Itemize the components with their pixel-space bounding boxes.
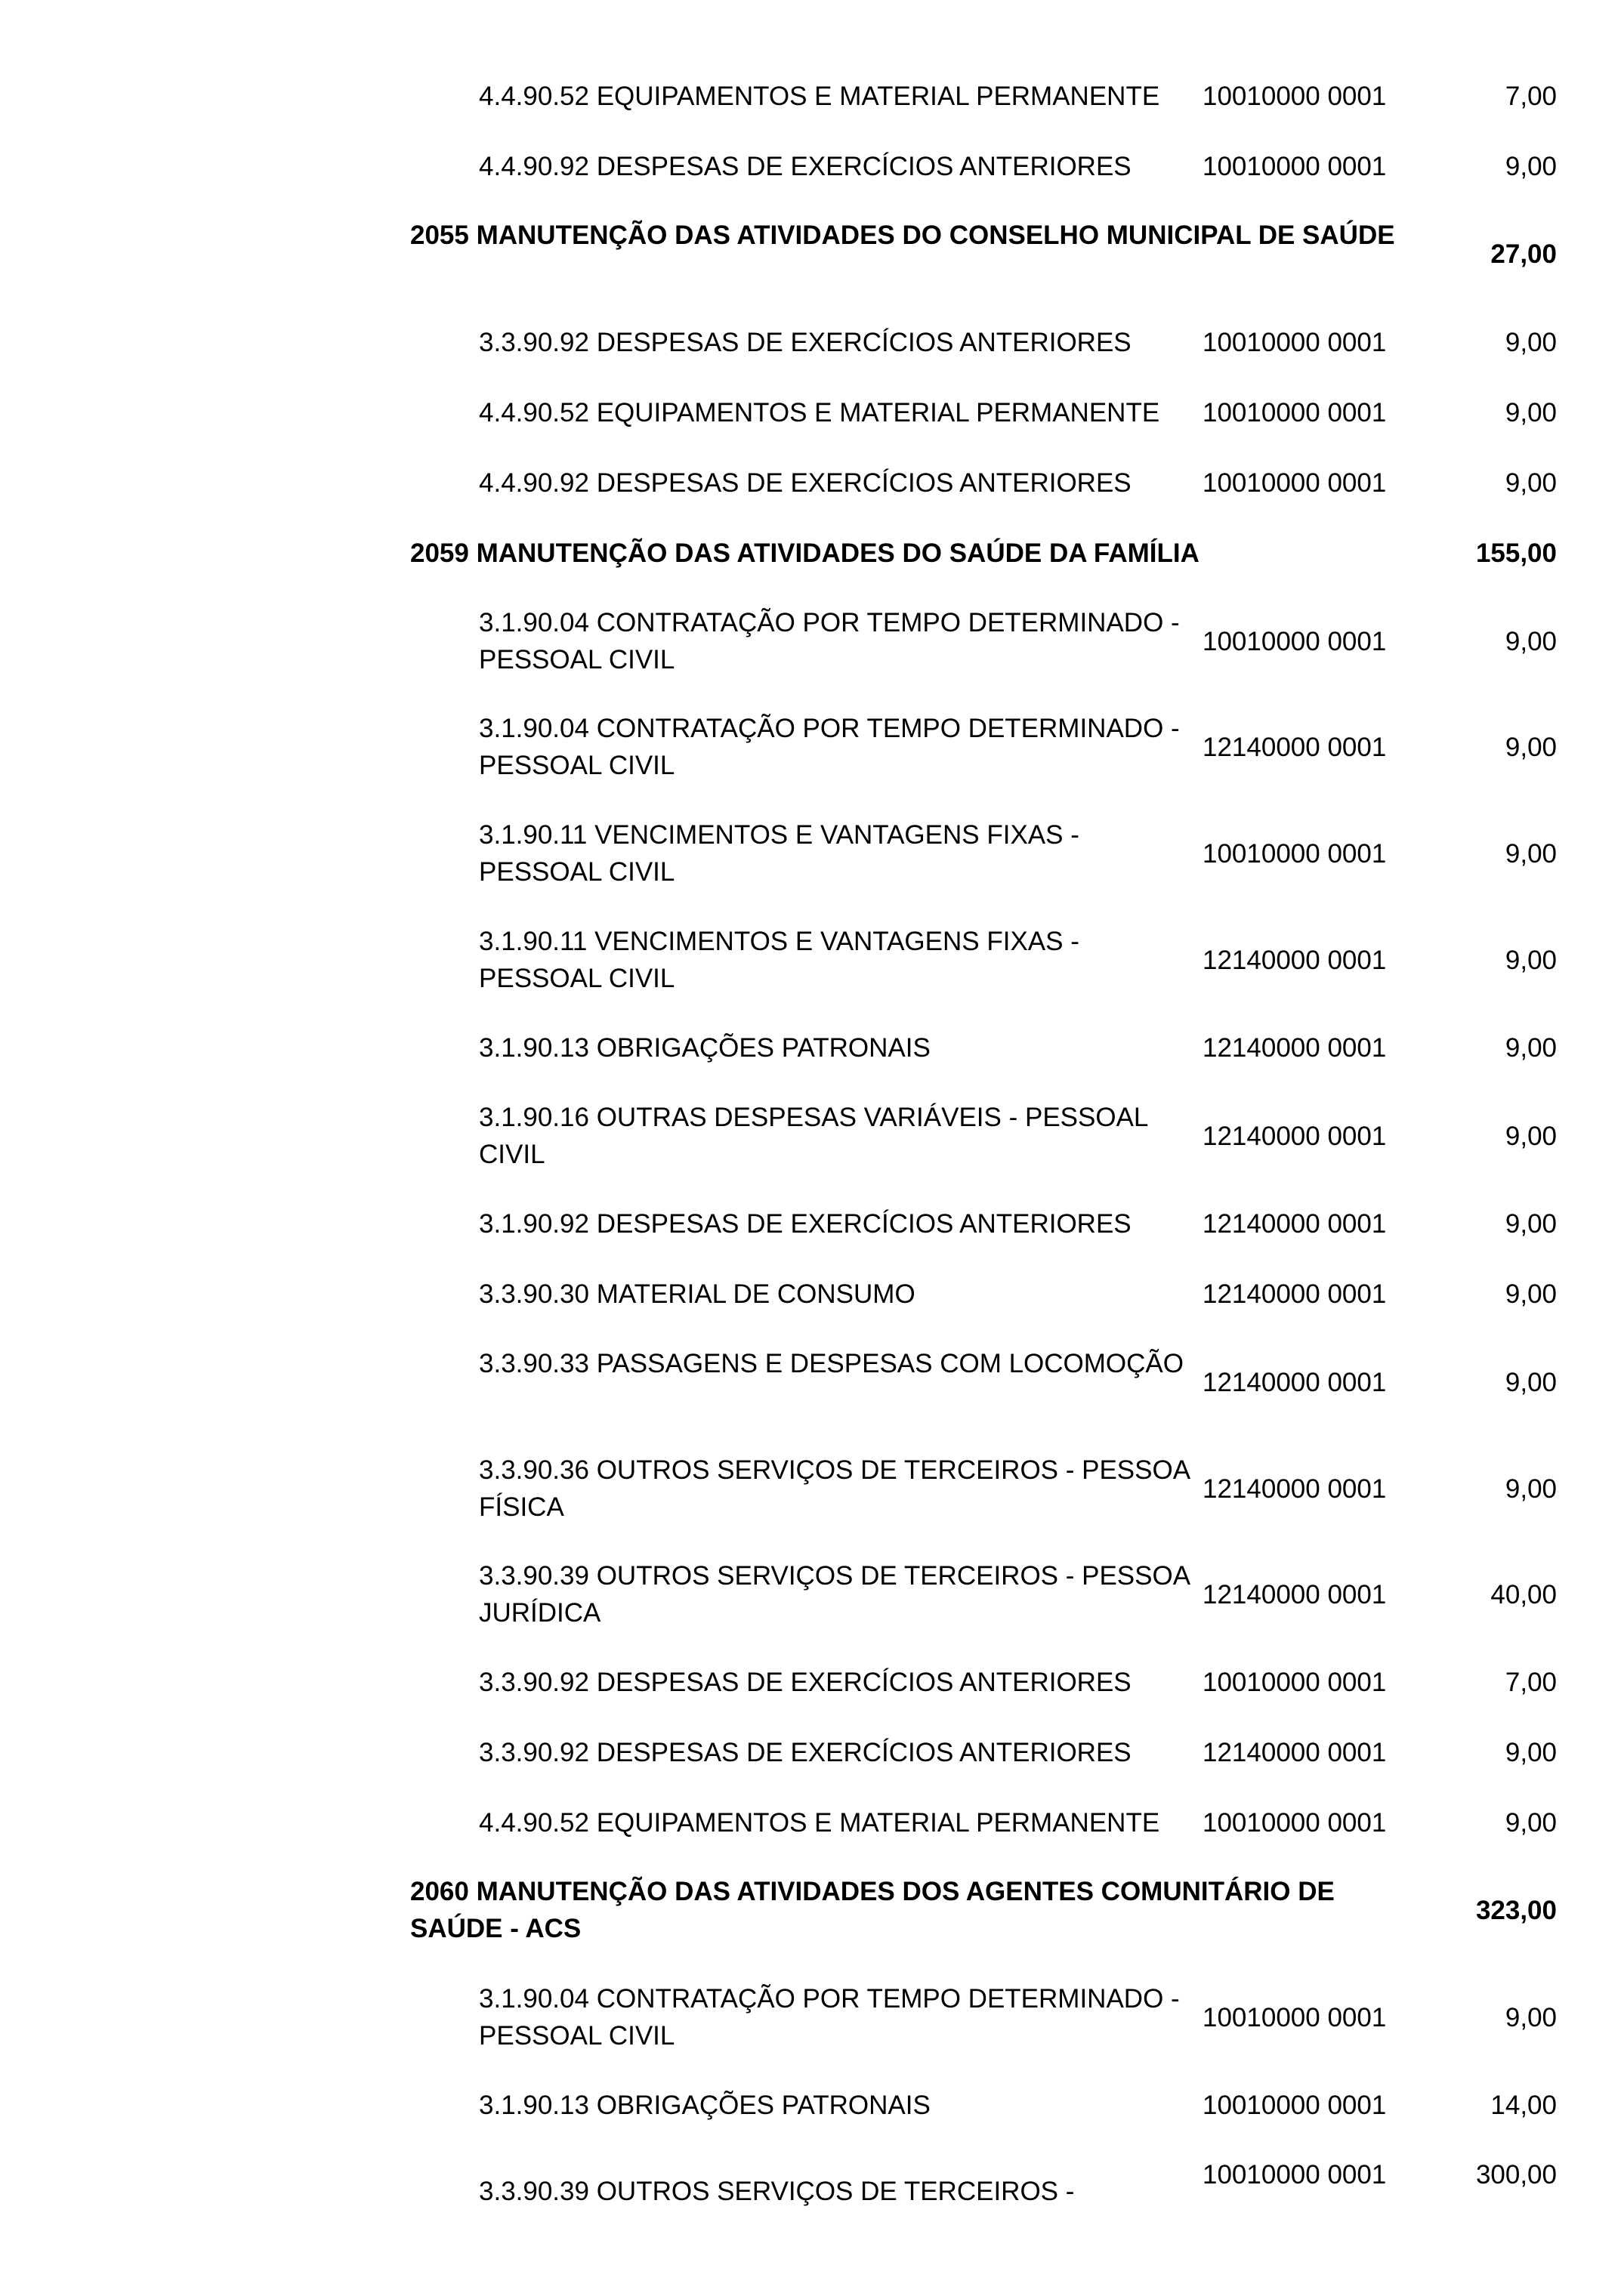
expense-description: 3.1.90.13 OBRIGAÇÕES PATRONAIS xyxy=(479,1033,931,1063)
expense-description: 3.1.90.04 CONTRATAÇÃO POR TEMPO DETERMINADO - PESSOAL CIVIL xyxy=(479,714,1180,780)
expense-description: 3.3.90.92 DESPESAS DE EXERCÍCIOS ANTERIORES xyxy=(479,1738,1132,1767)
expense-value: 9,00 xyxy=(1505,1738,1557,1767)
resource-source-code: 12140000 0001 xyxy=(1203,946,1387,975)
expense-description: 4.4.90.92 DESPESAS DE EXERCÍCIOS ANTERIORES xyxy=(479,152,1132,181)
expense-value: 7,00 xyxy=(1505,1668,1557,1697)
expense-value: 9,00 xyxy=(1505,468,1557,498)
group-total: 323,00 xyxy=(1475,1896,1557,1925)
expense-description: 3.1.90.11 VENCIMENTOS E VANTAGENS FIXAS - PESSOAL CIVIL xyxy=(479,927,1079,993)
expense-value: 9,00 xyxy=(1505,627,1557,656)
expense-description: 4.4.90.52 EQUIPAMENTOS E MATERIAL PERMANENTE xyxy=(479,1808,1160,1838)
expense-description: 3.3.90.36 OUTROS SERVIÇOS DE TERCEIROS - PESSOA FÍSICA xyxy=(479,1455,1190,1522)
expense-description: 4.4.90.92 DESPESAS DE EXERCÍCIOS ANTERIORES xyxy=(479,468,1132,498)
expense-value: 9,00 xyxy=(1505,328,1557,357)
expense-description: 3.1.90.16 OUTRAS DESPESAS VARIÁVEIS - PESSOAL CIVIL xyxy=(479,1103,1148,1169)
expense-value: 40,00 xyxy=(1490,1580,1557,1609)
resource-source-code: 10010000 0001 xyxy=(1203,1808,1387,1838)
expense-value: 9,00 xyxy=(1505,946,1557,975)
resource-source-code: 10010000 0001 xyxy=(1203,1668,1387,1697)
group-total: 27,00 xyxy=(1490,239,1557,269)
resource-source-code: 10010000 0001 xyxy=(1203,398,1387,427)
resource-source-code: 10010000 0001 xyxy=(1203,2003,1387,2032)
resource-source-code: 12140000 0001 xyxy=(1203,733,1387,762)
resource-source-code: 12140000 0001 xyxy=(1203,1580,1387,1609)
resource-source-code: 12140000 0001 xyxy=(1203,1738,1387,1767)
expense-description: 3.1.90.92 DESPESAS DE EXERCÍCIOS ANTERIORES xyxy=(479,1209,1132,1239)
resource-source-code: 10010000 0001 xyxy=(1203,2091,1387,2120)
expense-value: 9,00 xyxy=(1505,1808,1557,1838)
resource-source-code: 12140000 0001 xyxy=(1203,1209,1387,1239)
expense-description: 4.4.90.52 EQUIPAMENTOS E MATERIAL PERMANENTE xyxy=(479,398,1160,427)
expense-value: 9,00 xyxy=(1505,839,1557,869)
expense-description: 4.4.90.52 EQUIPAMENTOS E MATERIAL PERMANENTE xyxy=(479,82,1160,111)
expense-description: 3.3.90.30 MATERIAL DE CONSUMO xyxy=(479,1279,915,1309)
resource-source-code: 10010000 0001 xyxy=(1203,839,1387,869)
group-title: 2059 MANUTENÇÃO DAS ATIVIDADES DO SAÚDE DA FAMÍLIA xyxy=(410,539,1199,568)
resource-source-code: 10010000 0001 xyxy=(1203,627,1387,656)
expense-description: 3.3.90.33 PASSAGENS E DESPESAS COM LOCOMOÇÃO xyxy=(479,1349,1184,1378)
group-title: 2055 MANUTENÇÃO DAS ATIVIDADES DO CONSELHO MUNICIPAL DE SAÚDE xyxy=(410,221,1395,250)
resource-source-code: 10010000 0001 xyxy=(1203,328,1387,357)
expense-description: 3.3.90.39 OUTROS SERVIÇOS DE TERCEIROS - xyxy=(479,2177,1075,2206)
expense-value: 9,00 xyxy=(1505,1209,1557,1239)
resource-source-code: 12140000 0001 xyxy=(1203,1279,1387,1309)
expense-value: 300,00 xyxy=(1475,2160,1557,2190)
resource-source-code: 10010000 0001 xyxy=(1203,152,1387,181)
expense-description: 3.3.90.39 OUTROS SERVIÇOS DE TERCEIROS - PESSOA JURÍDICA xyxy=(479,1561,1190,1628)
expense-description: 3.1.90.13 OBRIGAÇÕES PATRONAIS xyxy=(479,2091,931,2120)
resource-source-code: 12140000 0001 xyxy=(1203,1122,1387,1151)
expense-description: 3.1.90.04 CONTRATAÇÃO POR TEMPO DETERMINADO - PESSOAL CIVIL xyxy=(479,608,1180,674)
resource-source-code: 10010000 0001 xyxy=(1203,2160,1387,2190)
expense-value: 9,00 xyxy=(1505,2003,1557,2032)
resource-source-code: 10010000 0001 xyxy=(1203,82,1387,111)
expense-value: 9,00 xyxy=(1505,398,1557,427)
expense-description: 3.3.90.92 DESPESAS DE EXERCÍCIOS ANTERIORES xyxy=(479,328,1132,357)
expense-value: 7,00 xyxy=(1505,82,1557,111)
group-title: 2060 MANUTENÇÃO DAS ATIVIDADES DOS AGENTES COMUNITÁRIO DE SAÚDE - ACS xyxy=(410,1877,1335,1943)
expense-value: 9,00 xyxy=(1505,152,1557,181)
expense-value: 9,00 xyxy=(1505,1279,1557,1309)
expense-value: 9,00 xyxy=(1505,1033,1557,1063)
expense-value: 9,00 xyxy=(1505,1368,1557,1397)
expense-description: 3.3.90.92 DESPESAS DE EXERCÍCIOS ANTERIORES xyxy=(479,1668,1132,1697)
expense-value: 14,00 xyxy=(1490,2091,1557,2120)
expense-value: 9,00 xyxy=(1505,1122,1557,1151)
group-total: 155,00 xyxy=(1475,539,1557,568)
expense-description: 3.1.90.04 CONTRATAÇÃO POR TEMPO DETERMINADO - PESSOAL CIVIL xyxy=(479,1984,1180,2051)
resource-source-code: 10010000 0001 xyxy=(1203,468,1387,498)
resource-source-code: 12140000 0001 xyxy=(1203,1033,1387,1063)
resource-source-code: 12140000 0001 xyxy=(1203,1368,1387,1397)
resource-source-code: 12140000 0001 xyxy=(1203,1474,1387,1504)
expense-description: 3.1.90.11 VENCIMENTOS E VANTAGENS FIXAS - PESSOAL CIVIL xyxy=(479,820,1079,887)
expense-value: 9,00 xyxy=(1505,733,1557,762)
expense-value: 9,00 xyxy=(1505,1474,1557,1504)
